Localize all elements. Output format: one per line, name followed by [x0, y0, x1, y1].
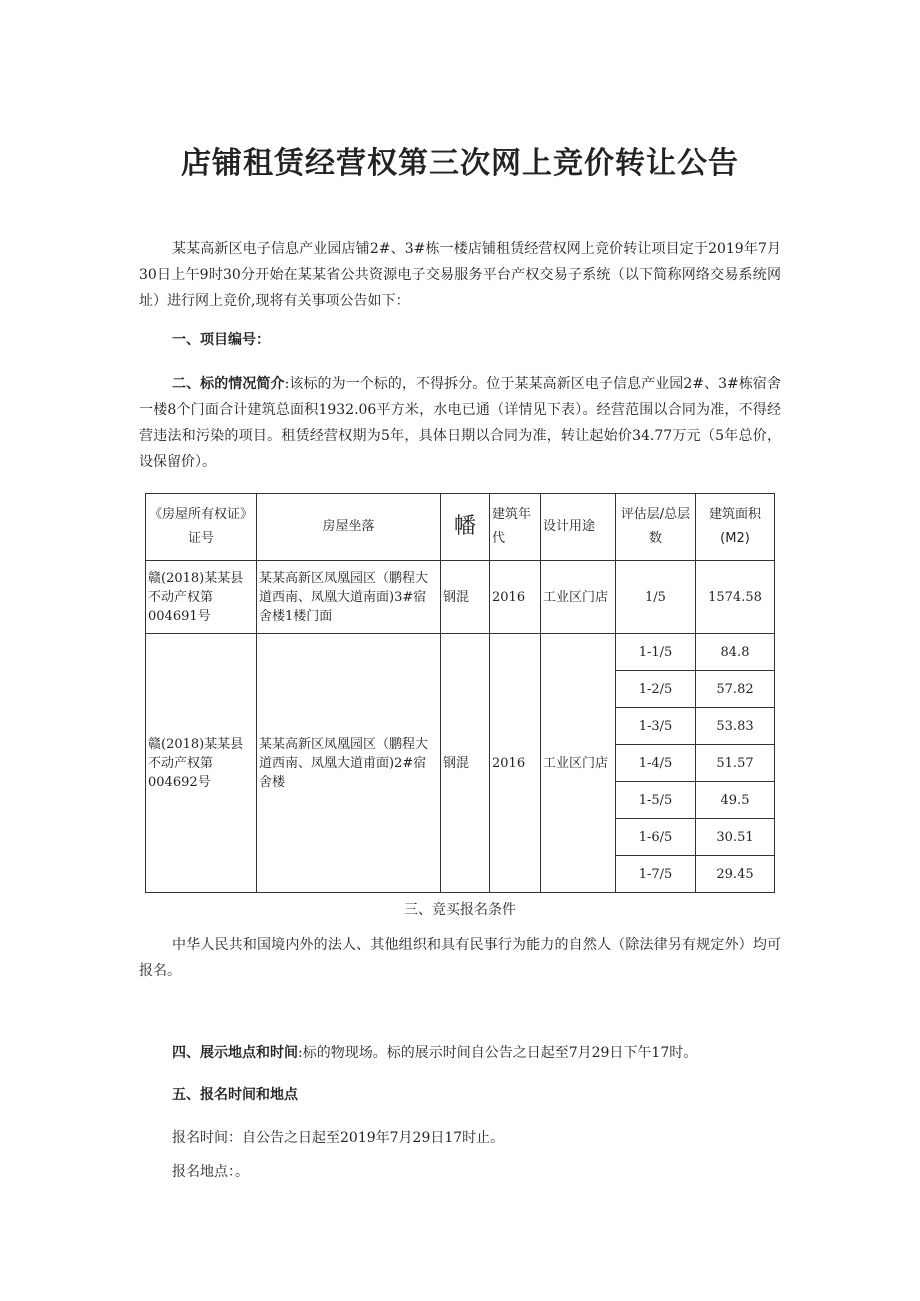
- section-4: [139, 1040, 781, 1066]
- structure-type: 钢混: [441, 561, 490, 634]
- structure-type: 钢混: [441, 634, 490, 893]
- area-value: 1574.58: [696, 561, 775, 634]
- floor-value: 1-7/5: [616, 856, 696, 893]
- section-3-text: 中华人民共和国境内外的法人、其他组织和具有民事行为能力的自然人（除法律另有规定外）均可报名。: [139, 937, 781, 979]
- area-value: 49.5: [696, 782, 775, 819]
- floor-value: 1-4/5: [616, 745, 696, 782]
- table-row: [146, 634, 775, 671]
- design-use: 工业区门店: [541, 634, 616, 893]
- area-value: 84.8: [696, 634, 775, 671]
- property-table: [145, 493, 775, 893]
- floor-value: 1-3/5: [616, 708, 696, 745]
- property-location: 某某高新区凤凰园区（鹏程大道西南、凤凰大道南面)3#宿舍楼1楼门面: [257, 561, 441, 634]
- header-cert: 《房屋所有权证》证号: [146, 494, 257, 561]
- section-4-heading: 四、展示地点和时间: [172, 1045, 298, 1061]
- cert-number: 赣(2018)某某县不动产权第004692号: [146, 634, 257, 893]
- floor-value: 1-6/5: [616, 819, 696, 856]
- area-value: 53.83: [696, 708, 775, 745]
- floor-value: 1/5: [616, 561, 696, 634]
- floor-value: 1-1/5: [616, 634, 696, 671]
- area-value: 57.82: [696, 671, 775, 708]
- section-4-text: :标的物现场。标的展示时间自公告之日起至7月29日下午17时。: [298, 1045, 698, 1061]
- intro-paragraph: 某某高新区电子信息产业园店铺2#、3#栋一楼店铺租赁经营权网上竞价转让项目定于2019年7月30日上午9时30分开始在某某省公共资源电子交易服务平台产权交易子系统（以下简称网络交易系统网址）进行网上竞价,现将有关事项公告如下：: [139, 241, 781, 309]
- registration-place: 报名地点：。: [172, 1164, 249, 1180]
- section-2-text: :该标的为一个标的，不得拆分。位于某某高新区电子信息产业园2#、3#栋宿舍一楼8个门面合计建筑总面积1932.06平方米，水电已通（详情见下表）。经营范围以合同为准，不得经营违法和污染的项目。租赁经营权期为5年，具体日期以合同为准，转让起始价34.77万元（5年总价，设保留价）。: [139, 376, 781, 470]
- section-2: [139, 371, 781, 475]
- section-1: [139, 327, 781, 353]
- area-value: 51.57: [696, 745, 775, 782]
- section-5-heading: 五、报名时间和地点: [172, 1087, 298, 1103]
- floor-value: 1-5/5: [616, 782, 696, 819]
- header-use: 设计用途: [541, 494, 616, 561]
- header-area: 建筑面积(M2): [696, 494, 775, 561]
- table-header-row: [146, 494, 775, 561]
- header-floor: 评估层/总层数: [616, 494, 696, 561]
- build-year: 2016: [490, 561, 541, 634]
- floor-value: 1-2/5: [616, 671, 696, 708]
- table-row: [146, 561, 775, 634]
- header-structure: 幡: [441, 494, 490, 561]
- page-title: 店铺租赁经营权第三次网上竞价转让公告: [181, 146, 739, 181]
- build-year: 2016: [490, 634, 541, 893]
- design-use: 工业区门店: [541, 561, 616, 634]
- section-3-heading: 三、竞买报名条件: [404, 902, 516, 918]
- registration-time: 报名时间：自公告之日起至2019年7月29日17时止。: [172, 1130, 505, 1146]
- cert-number: 赣(2018)某某县不动产权第004691号: [146, 561, 257, 634]
- property-location: 某某高新区凤凰园区（鹏程大道西南、凤凰大道甫面)2#宿舍楼: [257, 634, 441, 893]
- section-2-heading: 二、标的情况简介: [172, 376, 285, 392]
- section-5: [139, 1082, 781, 1108]
- header-location: 房屋坐落: [257, 494, 441, 561]
- area-value: 30.51: [696, 819, 775, 856]
- section-1-heading: 一、项目编号：: [172, 332, 270, 348]
- header-year: 建筑年代: [490, 494, 541, 561]
- area-value: 29.45: [696, 856, 775, 893]
